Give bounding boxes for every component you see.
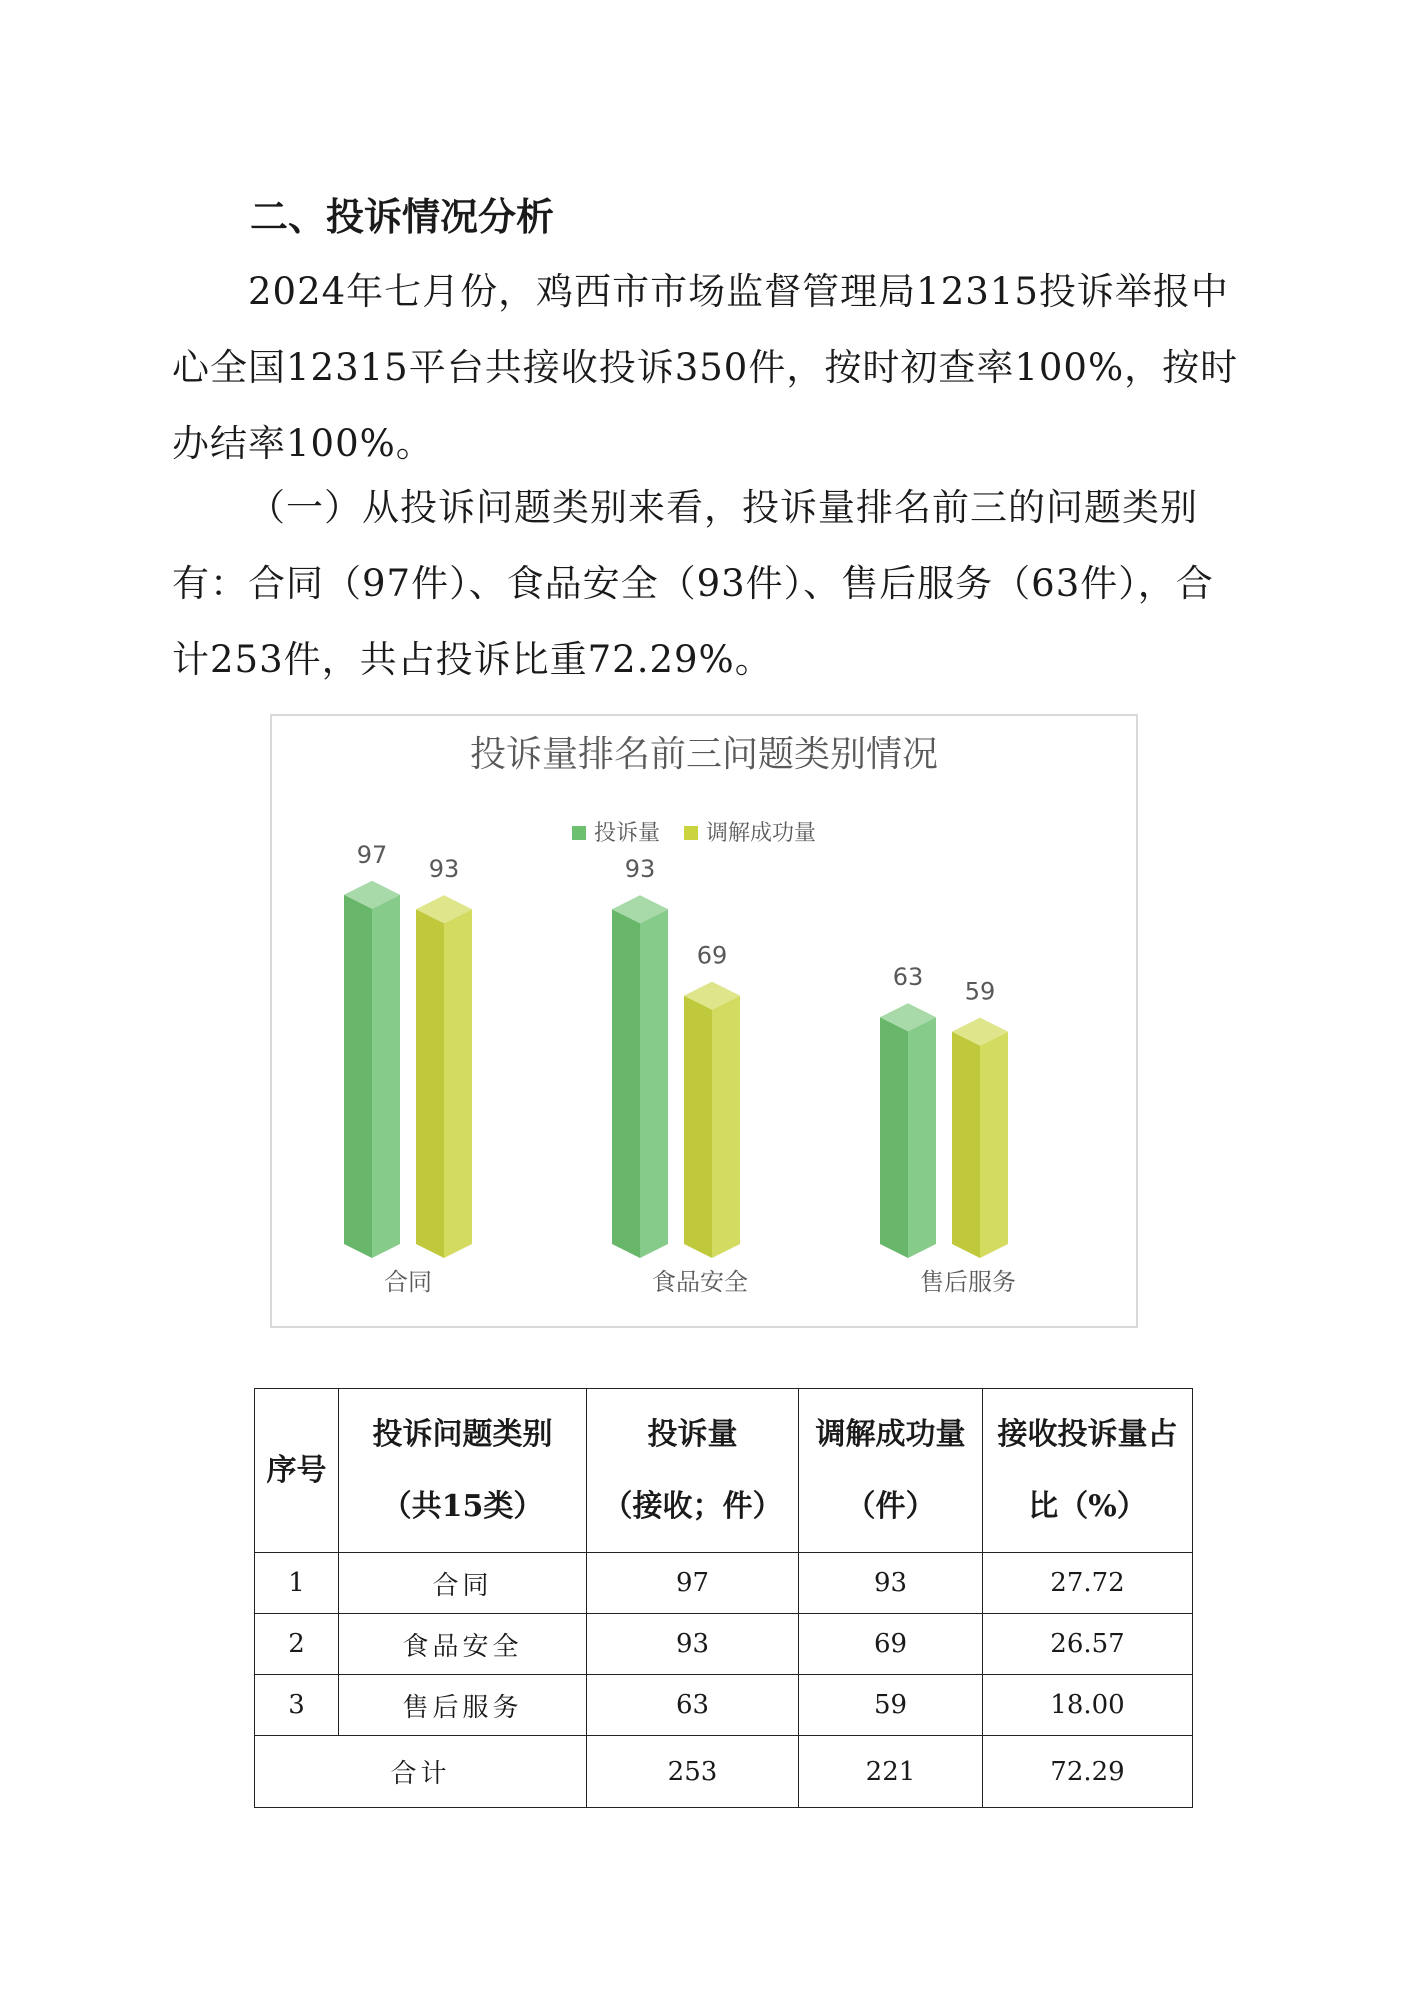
- bar-left-face: [416, 909, 444, 1258]
- legend-swatch: [572, 826, 586, 840]
- chart-frame: [270, 714, 1138, 1328]
- cell-ratio: 18.00: [983, 1675, 1193, 1736]
- section-heading: 二、投诉情况分析: [250, 194, 555, 239]
- cell-no: 1: [255, 1553, 339, 1614]
- bar: [344, 881, 400, 1258]
- cell-no: 3: [255, 1675, 339, 1736]
- header-category: 投诉问题类别 （共15类）: [339, 1389, 587, 1553]
- cell-total-mediated: 221: [799, 1736, 983, 1808]
- complaint-table-wrapper: [254, 1388, 1193, 1808]
- chart-bars: [344, 881, 1008, 1258]
- bar-left-face: [612, 909, 640, 1258]
- legend-label: 投诉量: [594, 821, 661, 846]
- data-label: 93: [624, 855, 656, 884]
- category-label: 食品安全: [652, 1268, 748, 1296]
- bar: [880, 1003, 936, 1258]
- header-mediated: 调解成功量 （件）: [799, 1389, 983, 1553]
- cell-total-label: 合计: [255, 1736, 587, 1808]
- bar-left-face: [684, 996, 712, 1258]
- chart-category-labels: [384, 1268, 1016, 1296]
- cell-mediated: 93: [799, 1553, 983, 1614]
- chart-legend: [572, 821, 816, 846]
- data-label: 69: [696, 941, 728, 970]
- cell-ratio: 26.57: [983, 1614, 1193, 1675]
- header-count: 投诉量 （接收；件）: [587, 1389, 799, 1553]
- legend-label: 调解成功量: [706, 821, 817, 846]
- data-label: 97: [356, 840, 388, 869]
- bar-left-face: [952, 1032, 980, 1258]
- bar-chart: [272, 716, 1136, 1326]
- bar-right-face: [908, 1017, 936, 1258]
- cell-total-ratio: 72.29: [983, 1736, 1193, 1808]
- cell-no: 2: [255, 1614, 339, 1675]
- category-label: 售后服务: [920, 1268, 1016, 1296]
- bar: [416, 895, 472, 1258]
- cell-category: 售后服务: [339, 1675, 587, 1736]
- cell-count: 93: [587, 1614, 799, 1675]
- paragraph-summary: [172, 254, 1240, 482]
- table-header-row: [255, 1389, 1193, 1553]
- chart-title: 投诉量排名前三问题类别情况: [469, 734, 939, 775]
- category-label: 合同: [384, 1268, 432, 1296]
- cell-total-count: 253: [587, 1736, 799, 1808]
- paragraph-top-categories: [172, 470, 1240, 698]
- cell-category: 合同: [339, 1553, 587, 1614]
- legend-swatch: [684, 826, 698, 840]
- bar: [952, 1018, 1008, 1258]
- cell-category: 食品安全: [339, 1614, 587, 1675]
- cell-mediated: 59: [799, 1675, 983, 1736]
- bar-right-face: [712, 996, 740, 1258]
- bar: [612, 895, 668, 1258]
- cell-count: 97: [587, 1553, 799, 1614]
- data-label: 63: [892, 963, 924, 992]
- bar-right-face: [444, 909, 472, 1258]
- table-row: [255, 1675, 1193, 1736]
- paragraph-summary-text: 2024年七月份，鸡西市市场监督管理局12315投诉举报中心全国12315平台共接收投诉350件，按时初查率100%，按时办结率100%。: [172, 270, 1239, 465]
- complaint-table: [254, 1388, 1193, 1808]
- cell-count: 63: [587, 1675, 799, 1736]
- header-no: 序号: [255, 1389, 339, 1553]
- table-row: [255, 1614, 1193, 1675]
- bar-right-face: [980, 1032, 1008, 1258]
- bar: [684, 982, 740, 1258]
- bar-left-face: [880, 1017, 908, 1258]
- header-ratio: 接收投诉量占 比（%）: [983, 1389, 1193, 1553]
- paragraph-top-categories-text: （一）从投诉问题类别来看，投诉量排名前三的问题类别有：合同（97件）、食品安全（93件）、售后服务（63件），合计253件，共占投诉比重72.29%。: [172, 486, 1214, 681]
- bar-left-face: [344, 895, 372, 1258]
- data-label: 59: [964, 977, 996, 1006]
- table-total-row: [255, 1736, 1193, 1808]
- bar-right-face: [640, 909, 668, 1258]
- bar-right-face: [372, 895, 400, 1258]
- table-row: [255, 1553, 1193, 1614]
- cell-ratio: 27.72: [983, 1553, 1193, 1614]
- cell-mediated: 69: [799, 1614, 983, 1675]
- data-label: 93: [428, 855, 460, 884]
